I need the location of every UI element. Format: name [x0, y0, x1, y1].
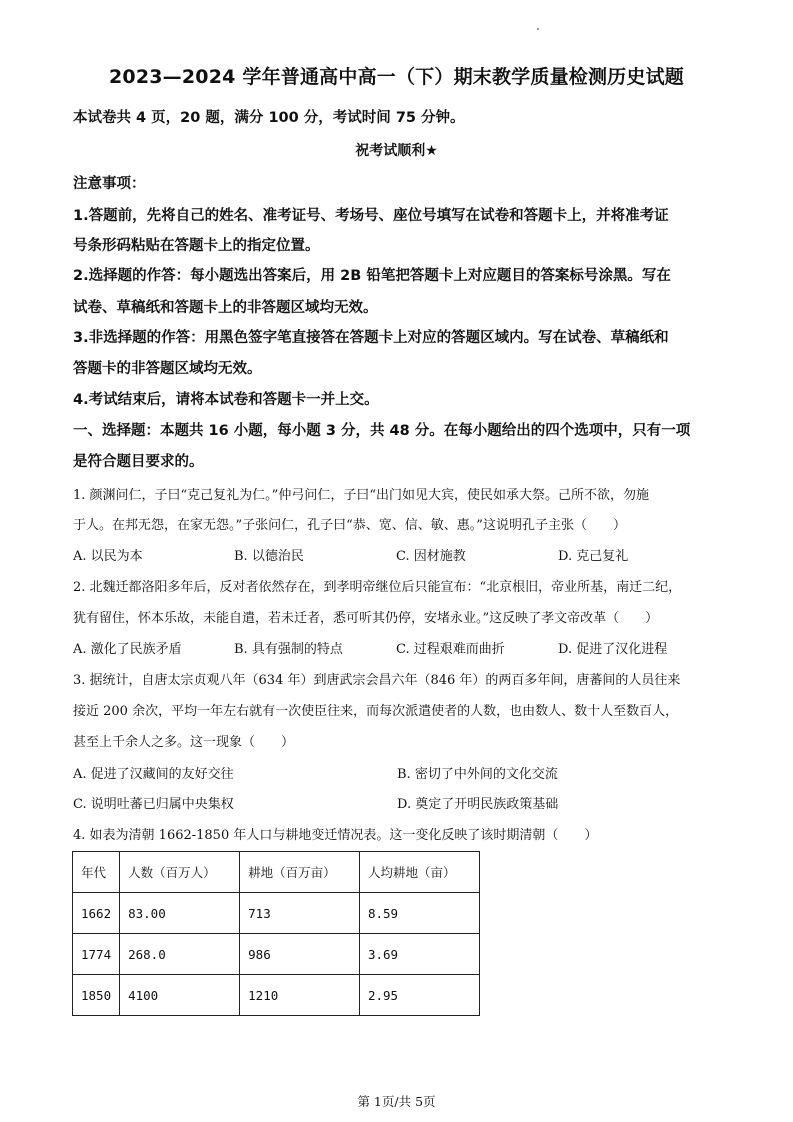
notice-heading: 注意事项：: [73, 176, 146, 192]
notice-line: 4.考试结束后，请将本试卷和答题卡一并上交。: [73, 392, 379, 408]
exam-intro: 本试卷共 4 页，20 题，满分 100 分，考试时间 75 分钟。: [73, 110, 465, 126]
table-cell: 8.59: [359, 893, 479, 934]
table-cell: 1210: [240, 975, 360, 1016]
question-2-stem: 犹有留住，怀本乐故，未能自遣，若未迁者，悉可听其仍停，安堵永业。”这反映了孝文帝改革（ ）: [73, 611, 659, 626]
notice-line: 试卷、草稿纸和答题卡上的非答题区域均无效。: [73, 300, 378, 316]
table-row: [73, 893, 480, 934]
population-farmland-table: [72, 851, 480, 1016]
table-cell: 2.95: [359, 975, 479, 1016]
question-3-option-b[interactable]: B. 密切了中外间的文化交流: [397, 767, 558, 782]
question-2-option-a[interactable]: A. 激化了民族矛盾: [73, 642, 182, 657]
table-header-row: [73, 852, 480, 893]
notice-line: 2.选择题的作答：每小题选出答案后，用 2B 铅笔把答题卡上对应题目的答案标号涂黑。写在: [73, 268, 671, 284]
question-3-option-a[interactable]: A. 促进了汉藏间的友好交往: [73, 767, 234, 782]
question-2-option-c[interactable]: C. 过程艰难而曲折: [396, 642, 505, 657]
table-cell: 1850: [73, 975, 120, 1016]
table-cell: 1662: [73, 893, 120, 934]
question-3-stem: 接近 200 余次，平均一年左右就有一次使臣往来，而每次派遣使者的人数，也由数人、数十人至数百人，: [73, 704, 679, 719]
table-cell: 3.69: [359, 934, 479, 975]
table-header-cell: 人均耕地（亩）: [359, 852, 479, 893]
page-footer: 第 1页/共 5页: [357, 1094, 436, 1109]
question-2-option-d[interactable]: D. 促进了汉化进程: [558, 642, 668, 657]
question-3-option-c[interactable]: C. 说明吐蕃已归属中央集权: [73, 797, 234, 812]
table-cell: 4100: [120, 975, 240, 1016]
table-row: [73, 934, 480, 975]
question-2-option-b[interactable]: B. 具有强制的特点: [234, 642, 343, 657]
question-1-option-c[interactable]: C. 因材施教: [396, 549, 466, 564]
question-1-option-b[interactable]: B. 以德治民: [234, 549, 304, 564]
question-3-stem: 甚至上千余人之多。这一现象（ ）: [73, 735, 295, 750]
question-3-option-d[interactable]: D. 奠定了开明民族政策基础: [397, 797, 559, 812]
table-cell: 1774: [73, 934, 120, 975]
table-cell: 713: [240, 893, 360, 934]
question-1-option-d[interactable]: D. 克己复礼: [558, 549, 629, 564]
table-cell: 986: [240, 934, 360, 975]
section-heading: 一、选择题：本题共 16 小题，每小题 3 分，共 48 分。在每小题给出的四个选项中，只有一项: [73, 423, 691, 439]
question-3-stem: 3. 据统计，自唐太宗贞观八年（634 年）到唐武宗会昌六年（846 年）的两百多年间，唐蕃间的人员往来: [73, 673, 681, 688]
question-1-stem: 1. 颜渊问仁，子曰“克己复礼为仁。”仲弓问仁，子曰“出门如见大宾，使民如承大祭。己所不欲，勿施: [73, 488, 649, 503]
notice-line: 1.答题前，先将自己的姓名、准考证号、考场号、座位号填写在试卷和答题卡上，并将准考证: [73, 208, 669, 224]
table-header-cell: 年代: [73, 852, 120, 893]
good-luck-note: 祝考试顺利★: [355, 143, 438, 159]
question-4-stem: 4. 如表为清朝 1662-1850 年人口与耕地变迁情况表。这一变化反映了该时期清朝（ ）: [73, 828, 598, 843]
question-1-option-a[interactable]: A. 以民为本: [73, 549, 143, 564]
question-1-stem: 于人。在邦无怨，在家无怨。”子张问仁，孔子曰“恭、宽、信、敏、惠。”这说明孔子主张（ ）: [73, 518, 626, 533]
table-header-cell: 耕地（百万亩）: [240, 852, 360, 893]
notice-line: 3.非选择题的作答：用黑色签字笔直接答在答题卡上对应的答题区域内。写在试卷、草稿纸和: [73, 330, 669, 346]
table-cell: 268.0: [120, 934, 240, 975]
exam-title: 2023—2024 学年普通高中高一（下）期末教学质量检测历史试题: [109, 66, 684, 88]
question-2-stem: 2. 北魏迁都洛阳多年后，反对者依然存在，到孝明帝继位后只能宣布：“北京根旧，帝业所基，南迁二纪，: [73, 580, 682, 595]
notice-line: 号条形码粘贴在答题卡上的指定位置。: [73, 238, 320, 254]
table-cell: 83.00: [120, 893, 240, 934]
section-heading: 是符合题目要求的。: [73, 454, 204, 470]
notice-line: 答题卡的非答题区域均无效。: [73, 361, 262, 377]
scan-speck: [537, 28, 539, 30]
table-header-cell: 人数（百万人）: [120, 852, 240, 893]
table-row: [73, 975, 480, 1016]
